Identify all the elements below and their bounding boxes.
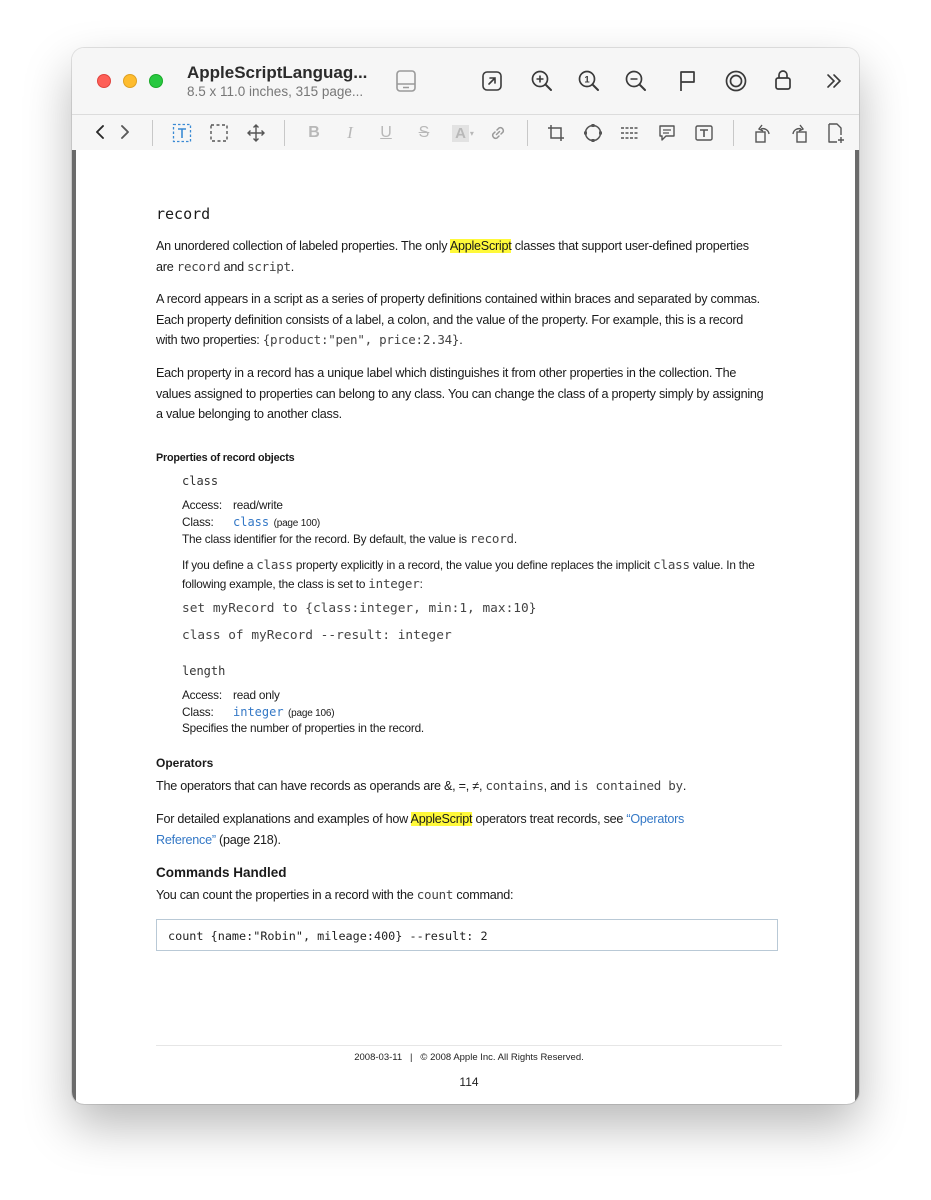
text: For detailed explanations and examples of how xyxy=(156,812,411,826)
text: . xyxy=(459,333,463,347)
minimize-button[interactable] xyxy=(123,74,137,88)
commands-paragraph xyxy=(156,885,796,906)
document-viewport[interactable] xyxy=(72,150,859,1104)
inline-code: record xyxy=(176,258,221,274)
text: You can count the properties in a record with the xyxy=(156,888,417,902)
toolbar-divider xyxy=(284,120,285,146)
text: operators treat records, see xyxy=(472,812,627,826)
properties-heading: Properties of record objects xyxy=(156,452,295,464)
search-highlight[interactable]: AppleScript xyxy=(449,239,512,253)
rotate-left-icon[interactable] xyxy=(752,121,774,145)
code-example-1: set myRecord to {class:integer, min:1, max:10} xyxy=(182,601,537,616)
text: and xyxy=(220,259,248,274)
inline-code: class xyxy=(653,557,690,572)
inline-code: record xyxy=(469,531,514,546)
share-icon[interactable] xyxy=(480,69,504,93)
page-ref: (page 106) xyxy=(288,708,335,719)
bold-icon[interactable]: B xyxy=(308,124,320,141)
text: . xyxy=(290,259,295,274)
note-icon[interactable] xyxy=(656,122,678,144)
text: A record appears in a script as a series of property definitions contained within braces and separated by commas. xyxy=(156,292,760,306)
code-block: count {name:"Robin", mileage:400} --result: 2 xyxy=(156,919,778,951)
text: values assigned to properties can belong to any class. You can change the class of a property simply by assigning xyxy=(156,386,764,401)
class-link[interactable]: class xyxy=(233,515,270,529)
crop-icon[interactable] xyxy=(545,122,567,144)
text: An unordered collection of labeled properties. The only xyxy=(156,239,450,253)
link-icon[interactable] xyxy=(487,122,509,144)
text: . xyxy=(513,532,517,546)
length-description: Specifies the number of properties in the record. xyxy=(182,721,425,735)
class-link-row xyxy=(233,703,334,721)
close-button[interactable] xyxy=(97,74,111,88)
highlight-icon[interactable] xyxy=(723,68,749,94)
property-name-class: class xyxy=(182,474,219,488)
lock-icon[interactable] xyxy=(772,67,794,93)
operators-heading: Operators xyxy=(156,756,214,770)
document-subtitle: 8.5 x 11.0 inches, 315 page... xyxy=(187,84,364,99)
text-color-icon[interactable] xyxy=(448,122,478,144)
inline-code: is contained by xyxy=(573,778,683,793)
forward-icon[interactable] xyxy=(115,122,135,142)
inline-code: class xyxy=(256,557,293,572)
property-name-length: length xyxy=(182,664,226,678)
text: property explicitly in a record, the value you define replaces the implicit xyxy=(292,558,654,572)
text: following example, the class is set to xyxy=(182,576,369,591)
text: Each property definition consists of a label, a colon, and the value of the property. For example, this is a record xyxy=(156,312,744,327)
text: classes that support user-defined properties xyxy=(511,239,749,253)
strikethrough-icon[interactable]: S xyxy=(418,124,430,141)
access-label: Access: xyxy=(182,688,222,702)
text: The operators that can have records as operands are xyxy=(156,779,445,793)
title-bar xyxy=(72,48,859,114)
inline-code: count xyxy=(416,887,454,902)
text: Each property in a record has a unique label which distinguishes it from other properties in the collection. The xyxy=(156,366,737,380)
class-description xyxy=(182,531,517,546)
class-label: Class: xyxy=(182,705,214,719)
text: , and xyxy=(543,779,574,793)
insert-page-icon[interactable] xyxy=(825,121,847,145)
toolbar-divider xyxy=(527,120,528,146)
italic-icon[interactable]: I xyxy=(347,123,353,142)
toolbar-divider xyxy=(733,120,734,146)
page-number: 114 xyxy=(459,1075,479,1089)
search-highlight[interactable]: AppleScript xyxy=(410,812,473,826)
page-footer: 2008-03-11 | © 2008 Apple Inc. All Rights Reserved. xyxy=(354,1052,584,1063)
preview-window xyxy=(72,48,859,1104)
access-value: read only xyxy=(233,688,280,702)
text: a value belonging to another class. xyxy=(156,407,342,421)
text: with two properties: xyxy=(156,333,263,347)
footer-divider xyxy=(156,1045,782,1046)
property-label-paragraph xyxy=(156,363,796,425)
rect-select-icon[interactable] xyxy=(208,122,230,144)
inline-code: {product:"pen", price:2.34} xyxy=(262,332,460,347)
text: . xyxy=(682,779,687,793)
page-ref: (page 100) xyxy=(273,518,320,529)
shape-icon[interactable] xyxy=(582,122,604,144)
text-select-icon[interactable] xyxy=(171,122,193,144)
zoom-out-icon[interactable] xyxy=(623,68,649,94)
flag-icon[interactable] xyxy=(676,68,700,94)
inline-code: integer xyxy=(368,575,420,591)
zoom-in-icon[interactable] xyxy=(529,68,555,94)
back-icon[interactable] xyxy=(90,122,110,142)
text: : xyxy=(419,576,423,591)
class-link-row xyxy=(233,513,320,531)
access-value: read/write xyxy=(233,498,283,512)
chevron-down-icon: ▾ xyxy=(469,128,474,138)
text: The class identifier for the record. By default, the value is xyxy=(182,532,470,546)
access-label: Access: xyxy=(182,498,222,512)
text: &, =, ≠, xyxy=(444,779,486,793)
underline-icon[interactable]: U xyxy=(380,124,392,141)
operators-reference-link[interactable]: Reference” xyxy=(156,832,216,847)
text: If you define a xyxy=(182,558,257,572)
inline-code: contains xyxy=(485,778,544,793)
commands-heading: Commands Handled xyxy=(156,865,287,880)
text-color-letter: A xyxy=(452,125,469,142)
page-heading: record xyxy=(156,205,211,223)
actual-size-icon[interactable] xyxy=(576,68,602,94)
textbox-icon[interactable] xyxy=(693,122,715,144)
pdf-page xyxy=(76,150,855,1104)
record-syntax-paragraph xyxy=(156,289,796,351)
integer-link[interactable]: integer xyxy=(233,705,284,719)
inline-code: script xyxy=(247,258,291,274)
text: are xyxy=(156,259,177,274)
document-title[interactable]: AppleScriptLanguag... xyxy=(187,63,368,82)
zoom-button[interactable] xyxy=(149,74,163,88)
text: value. In the xyxy=(689,558,755,572)
class-note xyxy=(182,556,792,593)
text: (page 218). xyxy=(215,832,281,847)
class-label: Class: xyxy=(182,515,214,529)
text: command: xyxy=(453,888,514,902)
lines-icon[interactable] xyxy=(618,122,642,144)
operators-paragraph xyxy=(156,776,796,797)
operators-reference-paragraph xyxy=(156,809,796,850)
toolbar-divider xyxy=(152,120,153,146)
more-icon[interactable] xyxy=(823,70,845,92)
move-icon[interactable] xyxy=(245,122,267,144)
svg-text:1: 1 xyxy=(584,74,590,86)
sidebar-toggle-icon[interactable] xyxy=(394,68,418,94)
code-example-2: class of myRecord --result: integer xyxy=(182,628,452,643)
markup-toolbar xyxy=(72,114,859,151)
operators-reference-link[interactable]: “Operators xyxy=(626,812,685,826)
rotate-right-icon[interactable] xyxy=(788,121,810,145)
intro-paragraph xyxy=(156,236,796,277)
